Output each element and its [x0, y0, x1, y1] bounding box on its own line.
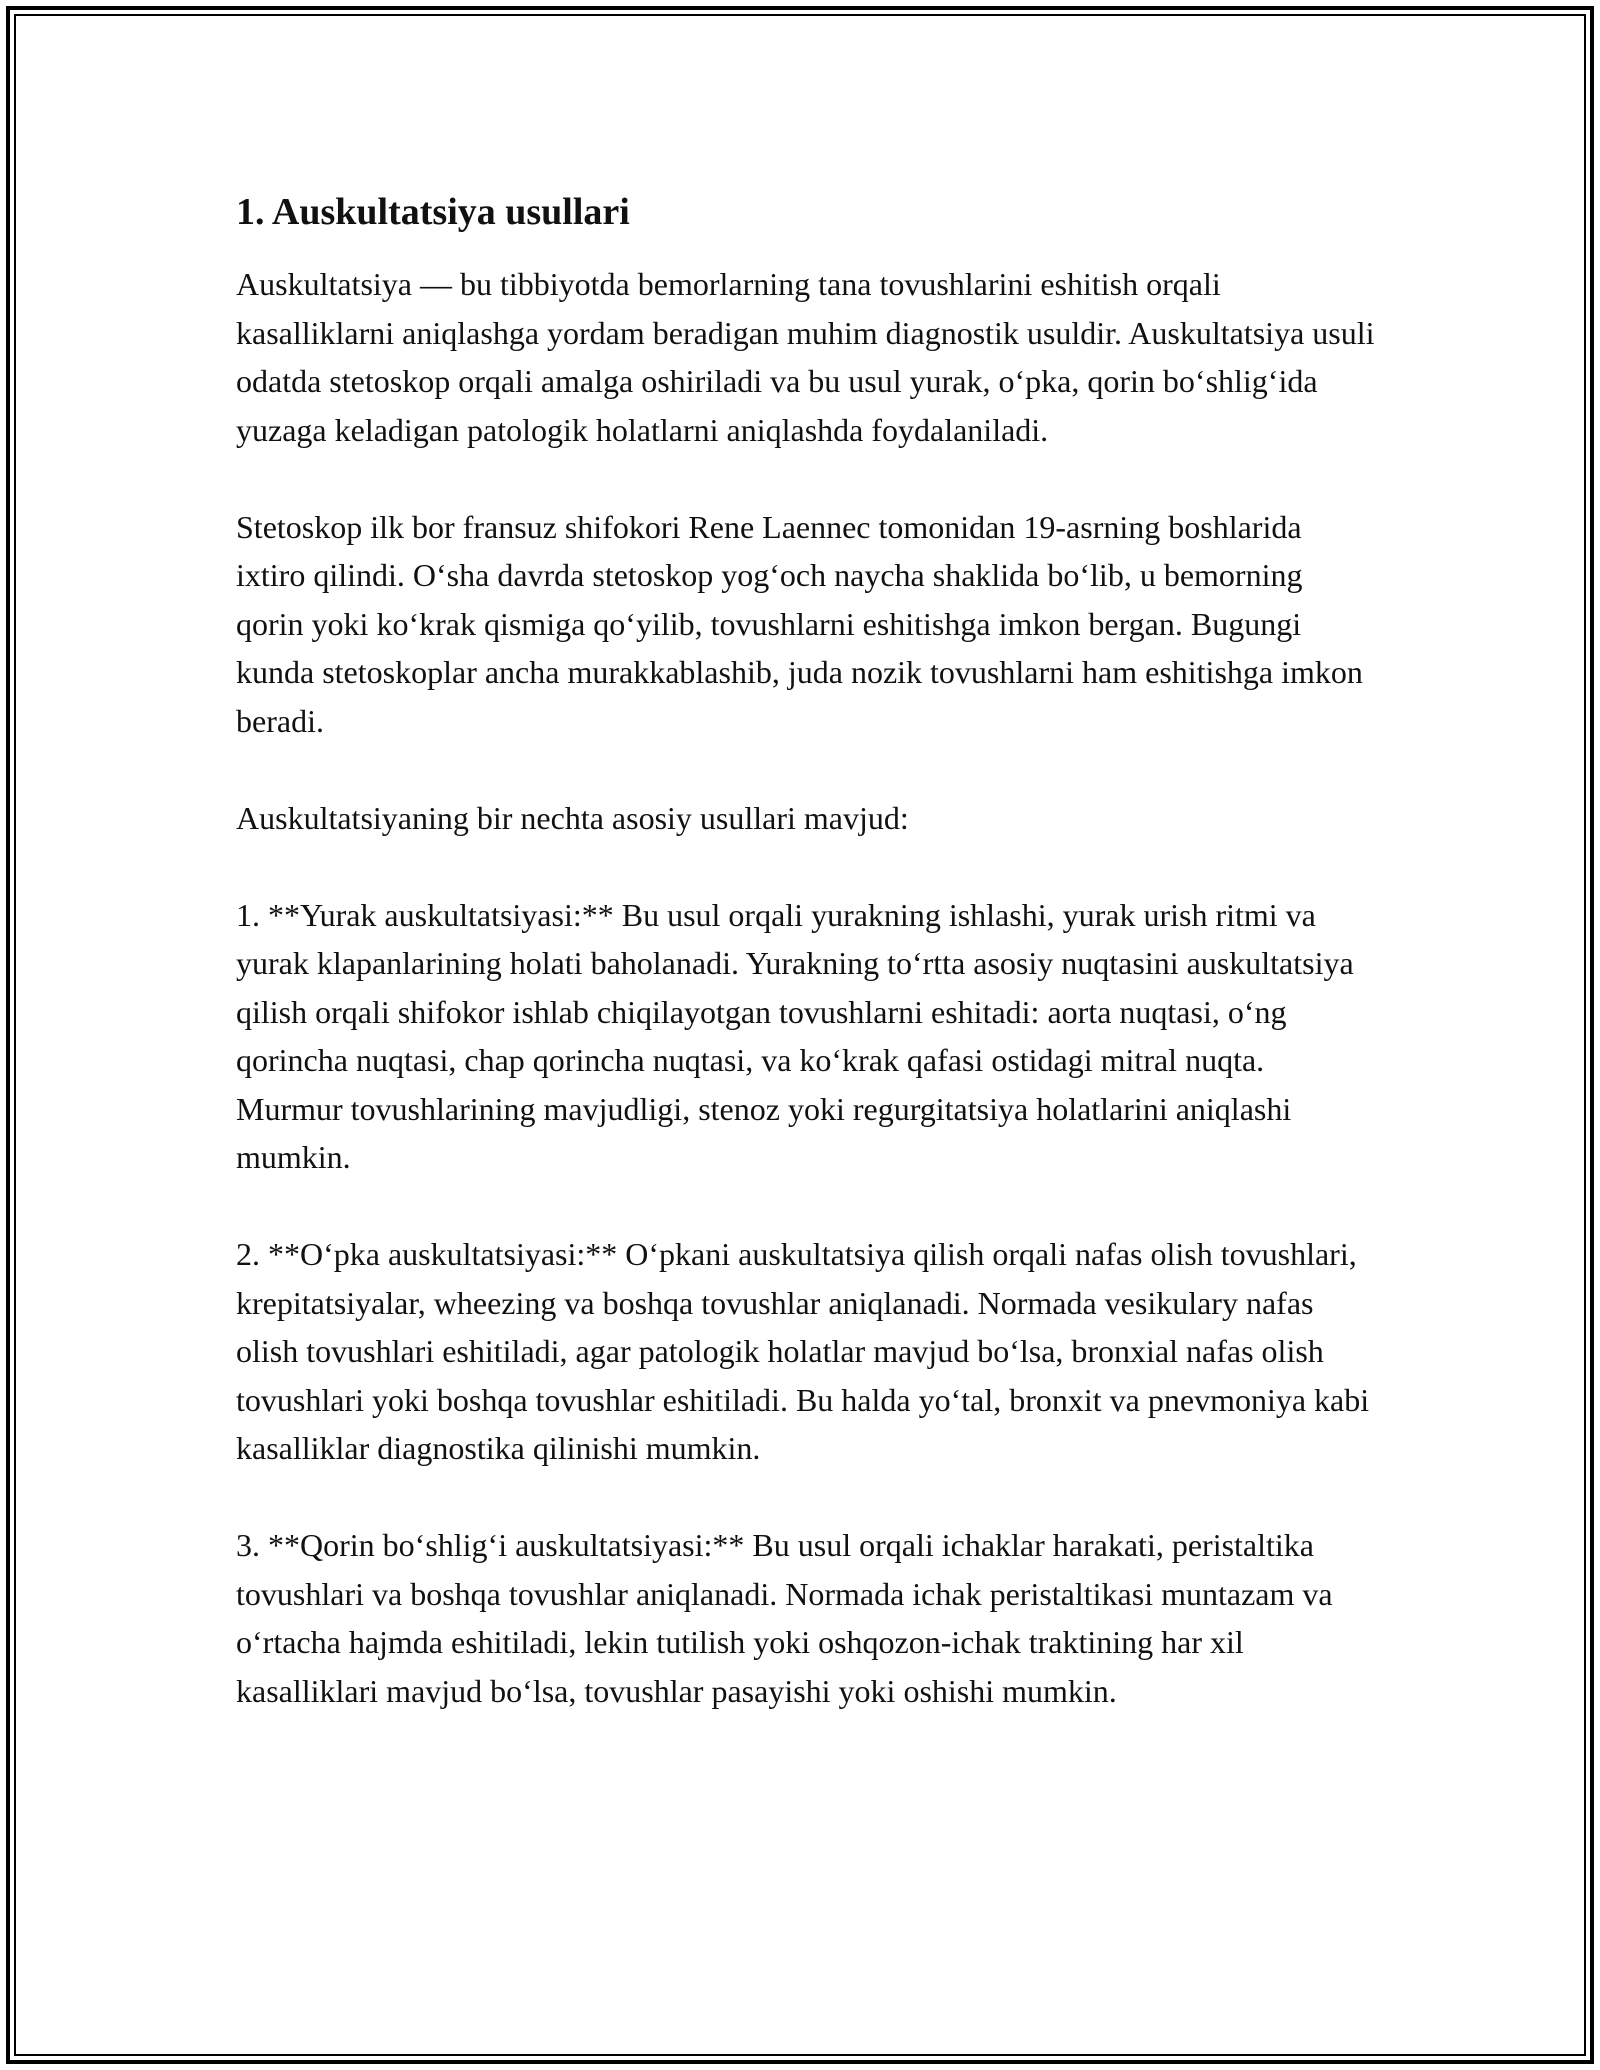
- list-item-abdomen: 3. **Qorin bo‘shlig‘i auskultatsiyasi:** Bu usul orqali ichaklar harakati, peristaltika tovushlari va boshqa tovushlar aniqlanadi. Normada ichak peristaltikasi muntazam va o‘rtacha hajmda eshitiladi, lekin tutilish yoki oshqozon-ichak traktining har xil kasalliklari mavjud bo‘lsa, tovushlar pasayishi yoki oshishi mumkin.: [236, 1527, 1333, 1709]
- paragraph-history: Stetoskop ilk bor fransuz shifokori Rene Laennec tomonidan 19-asrning boshlarida ixtiro qilindi. O‘sha davrda stetoskop yog‘och naycha shaklida bo‘lib, u bemorning qorin yoki ko‘krak qismiga qo‘yilib, tovushlarni eshitishga imkon bergan. Bugungi kunda stetoskoplar ancha murakkablashib, juda nozik tovushlarni ham eshitishga imkon beradi.: [236, 508, 1363, 739]
- paragraph-methods-lead: Auskultatsiyaning bir nechta asosiy usullari mavjud:: [236, 799, 909, 836]
- list-item-lung: 2. **O‘pka auskultatsiyasi:** O‘pkani auskultatsiya qilish orqali nafas olish tovushlari, krepitatsiyalar, wheezing va boshqa tovushlar aniqlanadi. Normada vesikulary nafas olish tovushlari eshitiladi, agar patologik holatlar mavjud bo‘lsa, bronxial nafas olish tovushlari yoki boshqa tovushlar eshitiladi. Bu halda yo‘tal, bronxit va pnevmoniya kabi kasalliklar diagnostika qilinishi mumkin.: [236, 1236, 1370, 1466]
- paragraph-intro: Auskultatsiya — bu tibbiyotda bemorlarning tana tovushlarini eshitish orqali kasalliklarni aniqlashga yordam beradigan muhim diagnostik usuldir. Auskultatsiya usuli odatda stetoskop orqali amalga oshiriladi va bu usul yurak, o‘pka, qorin bo‘shlig‘ida yuzaga keladigan patologik holatlarni aniqlashda foydalaniladi.: [236, 266, 1375, 448]
- list-item-heart: 1. **Yurak auskultatsiyasi:** Bu usul orqali yurakning ishlashi, yurak urish ritmi va yurak klapanlarining holati baholanadi. Yurakning to‘rtta asosiy nuqtasini auskultatsiya qilish orqali shifokor ishlab chiqilayotgan tovushlarni eshitadi: aorta nuqtasi, o‘ng qorincha nuqtasi, chap qorincha nuqtasi, va ko‘krak qafasi ostidagi mitral nuqta. Murmur tovushlarining mavjudligi, stenoz yoki regurgitatsiya holatlarini aniqlashi mumkin.: [236, 896, 1354, 1175]
- document-title: 1. Auskultatsiya usullari: [236, 191, 630, 233]
- document-body: [236, 188, 1376, 1764]
